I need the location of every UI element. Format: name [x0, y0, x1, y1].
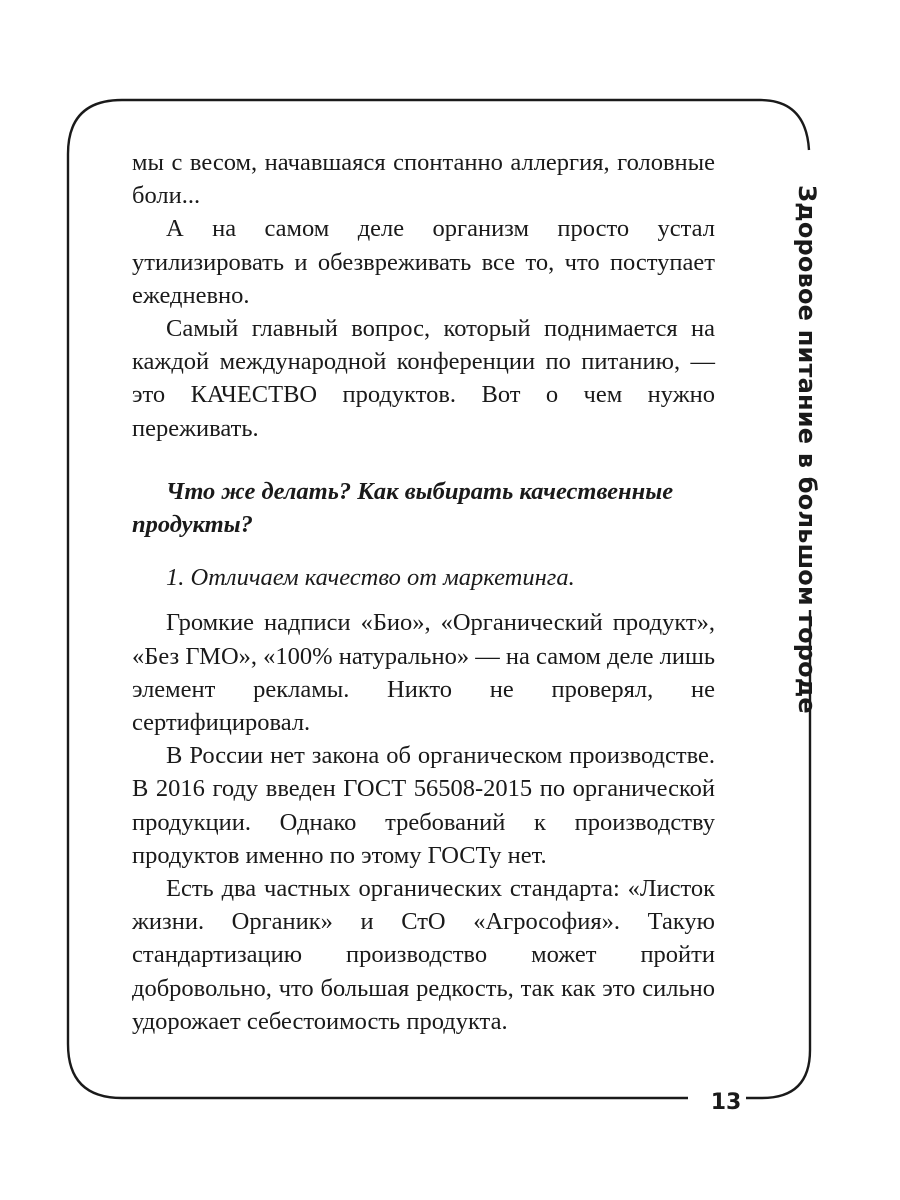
- paragraph: Самый главный вопрос, который поднимается на каждой международной конференции по питанию, — это КАЧЕСТВО продуктов. Вот о чем нужно переживать.: [132, 315, 715, 442]
- list-item: 1. Отличаем качество от маркетинга.: [166, 564, 575, 592]
- paragraph-continued: мы с весом, начавшаяся спонтанно аллергия, головные боли...: [132, 149, 715, 210]
- paragraph: А на самом деле организм просто устал утилизировать и обезвреживать все то, что поступает ежедневно.: [132, 215, 715, 309]
- running-head: [777, 185, 837, 714]
- body-text: [132, 146, 715, 1038]
- paragraph: Громкие надписи «Био», «Органический продукт», «Без ГМО», «100% натурально» — на самом деле лишь элемент рекламы. Никто не проверял, не сертифицировал.: [132, 609, 715, 737]
- paragraph: В России нет закона об органическом производстве. В 2016 году введен ГОСТ 56508-2015 по органической продукции. Однако требований к производству продуктов именно по этому ГОСТу нет.: [132, 742, 715, 869]
- running-head-text: Здоровое питание в большом городе: [793, 185, 821, 714]
- page-number: 13: [710, 1090, 742, 1115]
- paragraph: Есть два частных органических стандарта: «Листок жизни. Органик» и СтО «Агрософия». Такую стандартизацию производство может пройти добровольно, что большая редкость, так как это сильно удорожает себестоимость продукта.: [132, 875, 715, 1035]
- section-heading: Что же делать? Как выбирать качественные продукты?: [132, 477, 674, 539]
